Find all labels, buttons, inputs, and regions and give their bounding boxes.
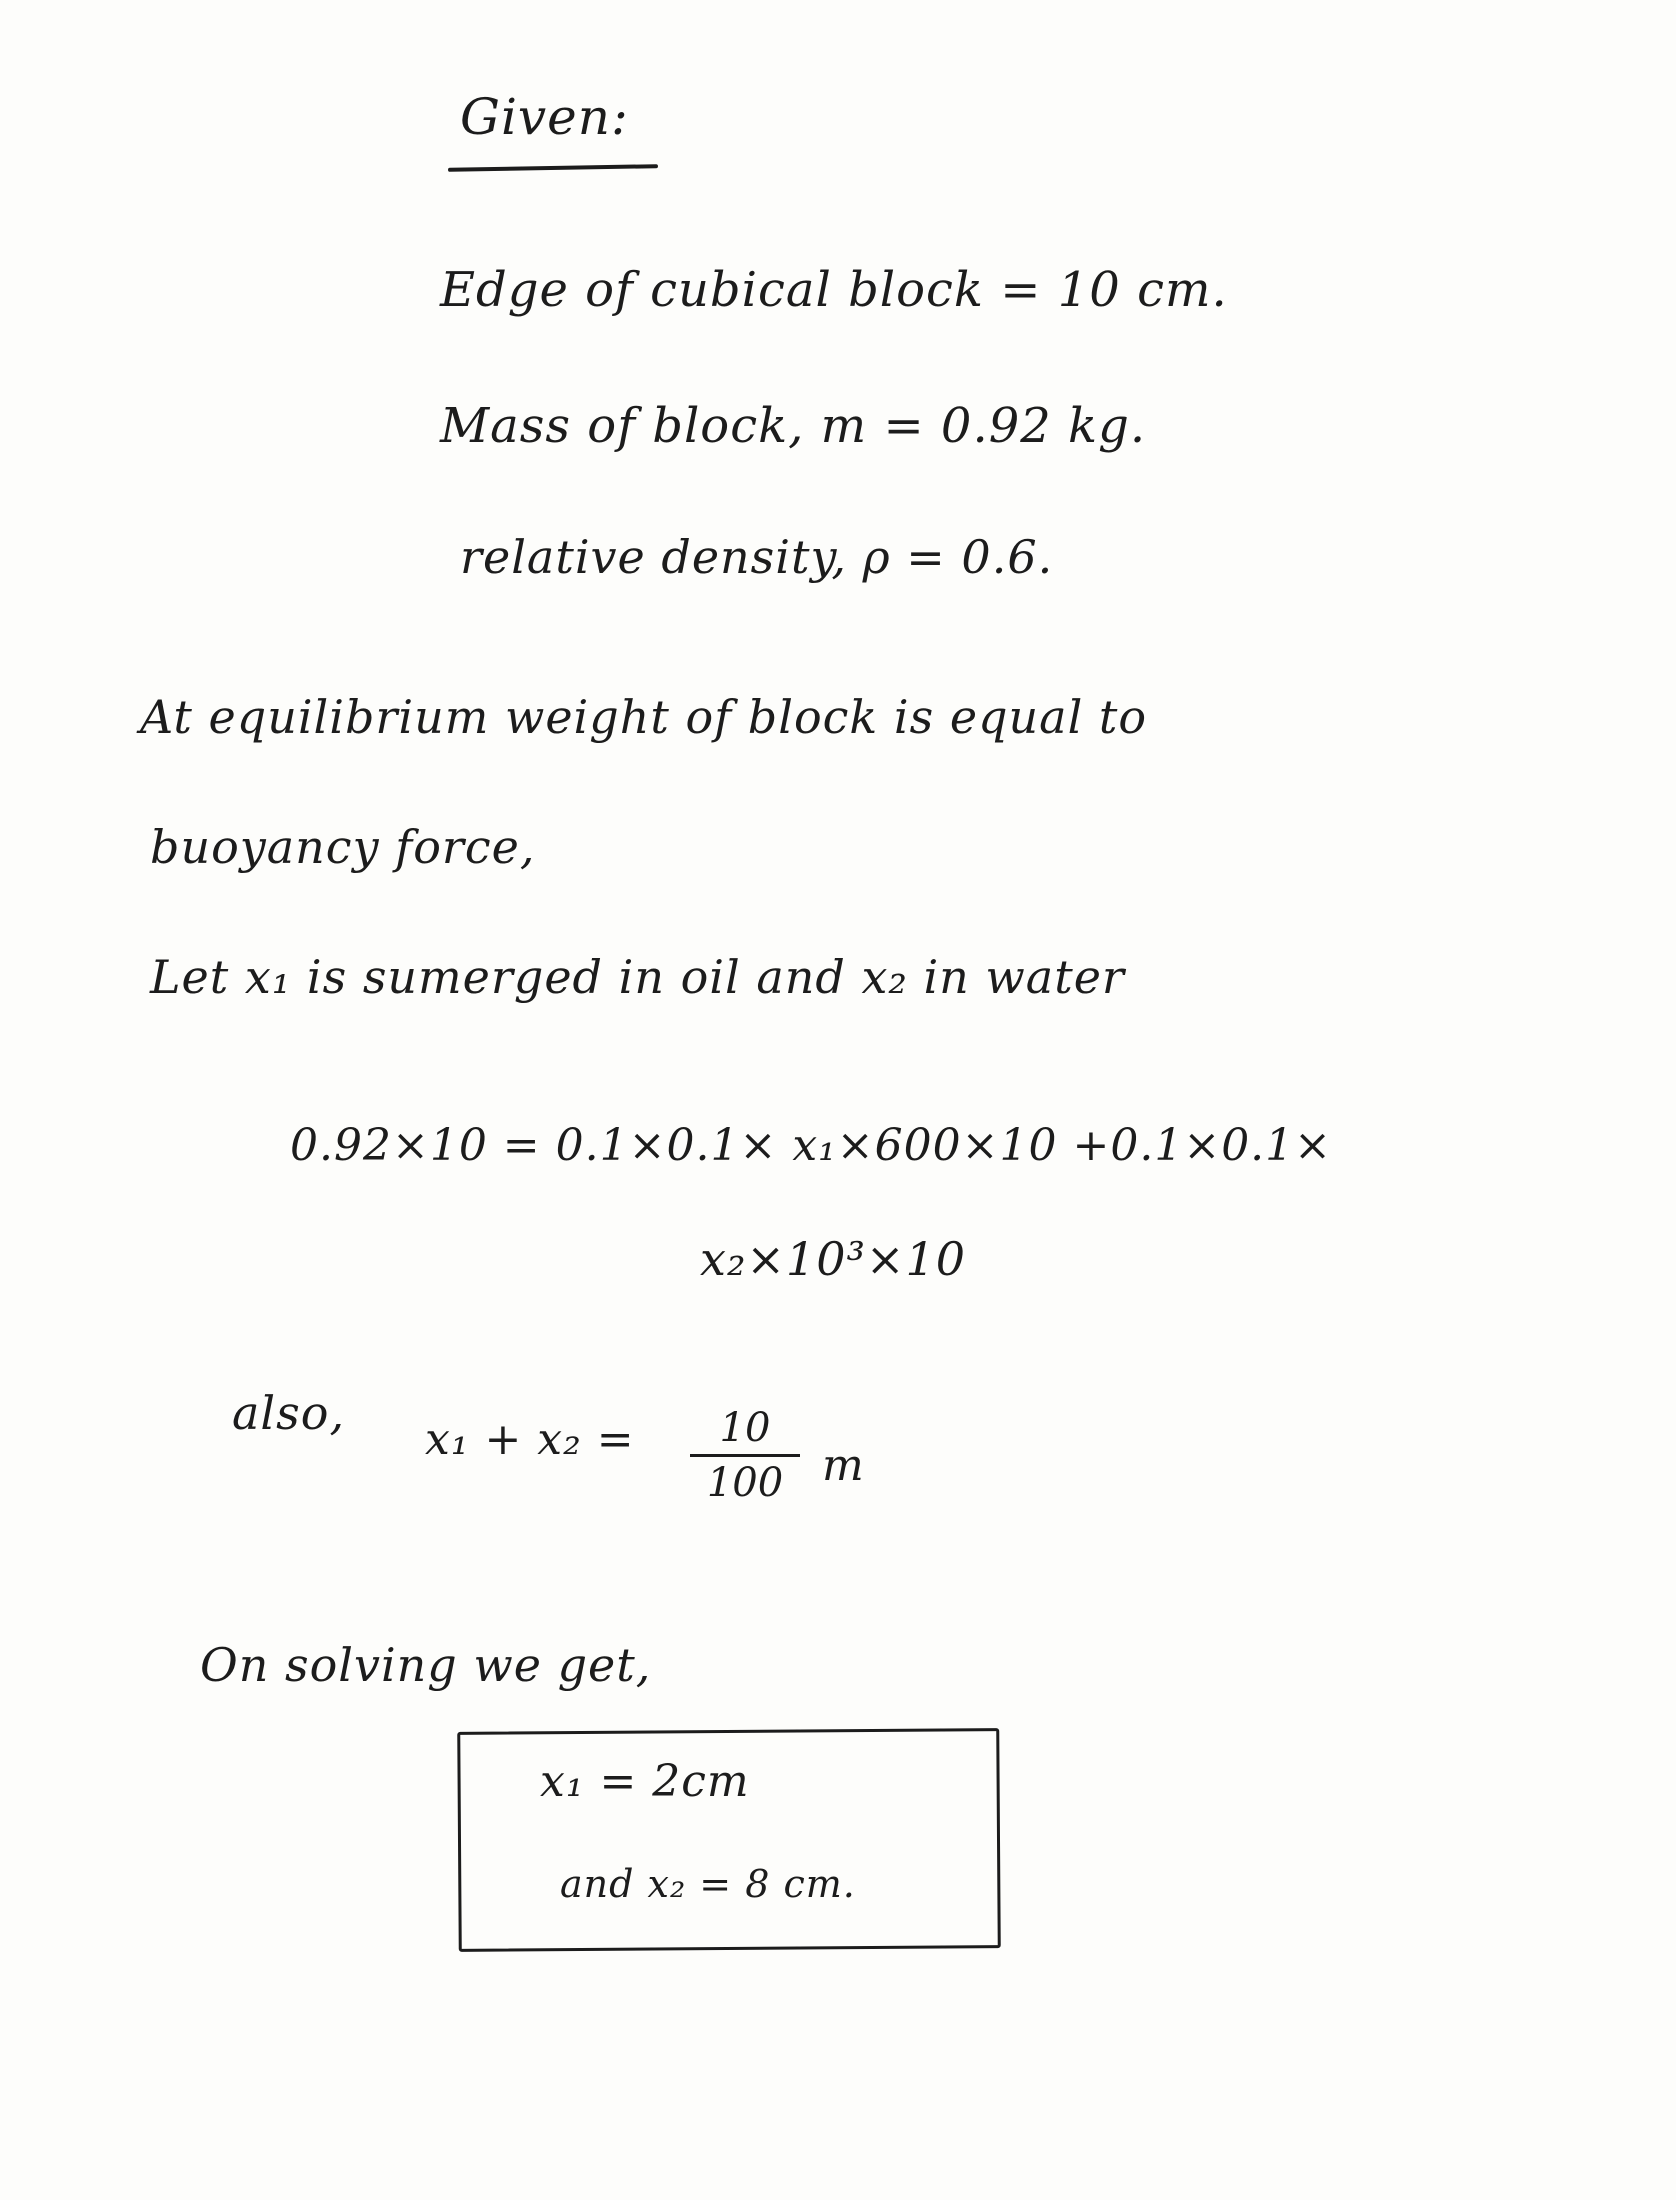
heading-underline	[448, 164, 658, 172]
sum-expression: x₁ + x₂ =	[425, 1414, 635, 1465]
let-statement: Let x₁ is sumerged in oil and x₂ in water	[150, 950, 1125, 1004]
also-label: also,	[232, 1386, 346, 1440]
given-heading: Given:	[460, 88, 629, 146]
equation-line-1: 0.92×10 = 0.1×0.1× x₁×600×10 +0.1×0.1×	[290, 1120, 1333, 1171]
given-relative-density-line: relative density, ρ = 0.6.	[460, 530, 1054, 584]
fraction-numerator: 10	[719, 1405, 771, 1451]
fraction-denominator: 100	[706, 1460, 784, 1506]
fraction-bar	[690, 1454, 800, 1457]
solving-line: On solving we get,	[200, 1638, 652, 1692]
fraction	[690, 1404, 800, 1507]
equilibrium-statement-line-1: At equilibrium weight of block is equal to	[140, 690, 1148, 744]
equilibrium-statement-line-2: buoyancy force,	[150, 820, 536, 874]
answer-x1: x₁ = 2cm	[540, 1756, 750, 1807]
given-edge-line: Edge of cubical block = 10 cm.	[440, 262, 1228, 318]
unit-meter: m	[822, 1440, 865, 1491]
given-mass-line: Mass of block, m = 0.92 kg.	[440, 398, 1147, 454]
answer-x2: and x₂ = 8 cm.	[560, 1862, 856, 1906]
equation-line-2: x₂×10³×10	[700, 1232, 966, 1286]
